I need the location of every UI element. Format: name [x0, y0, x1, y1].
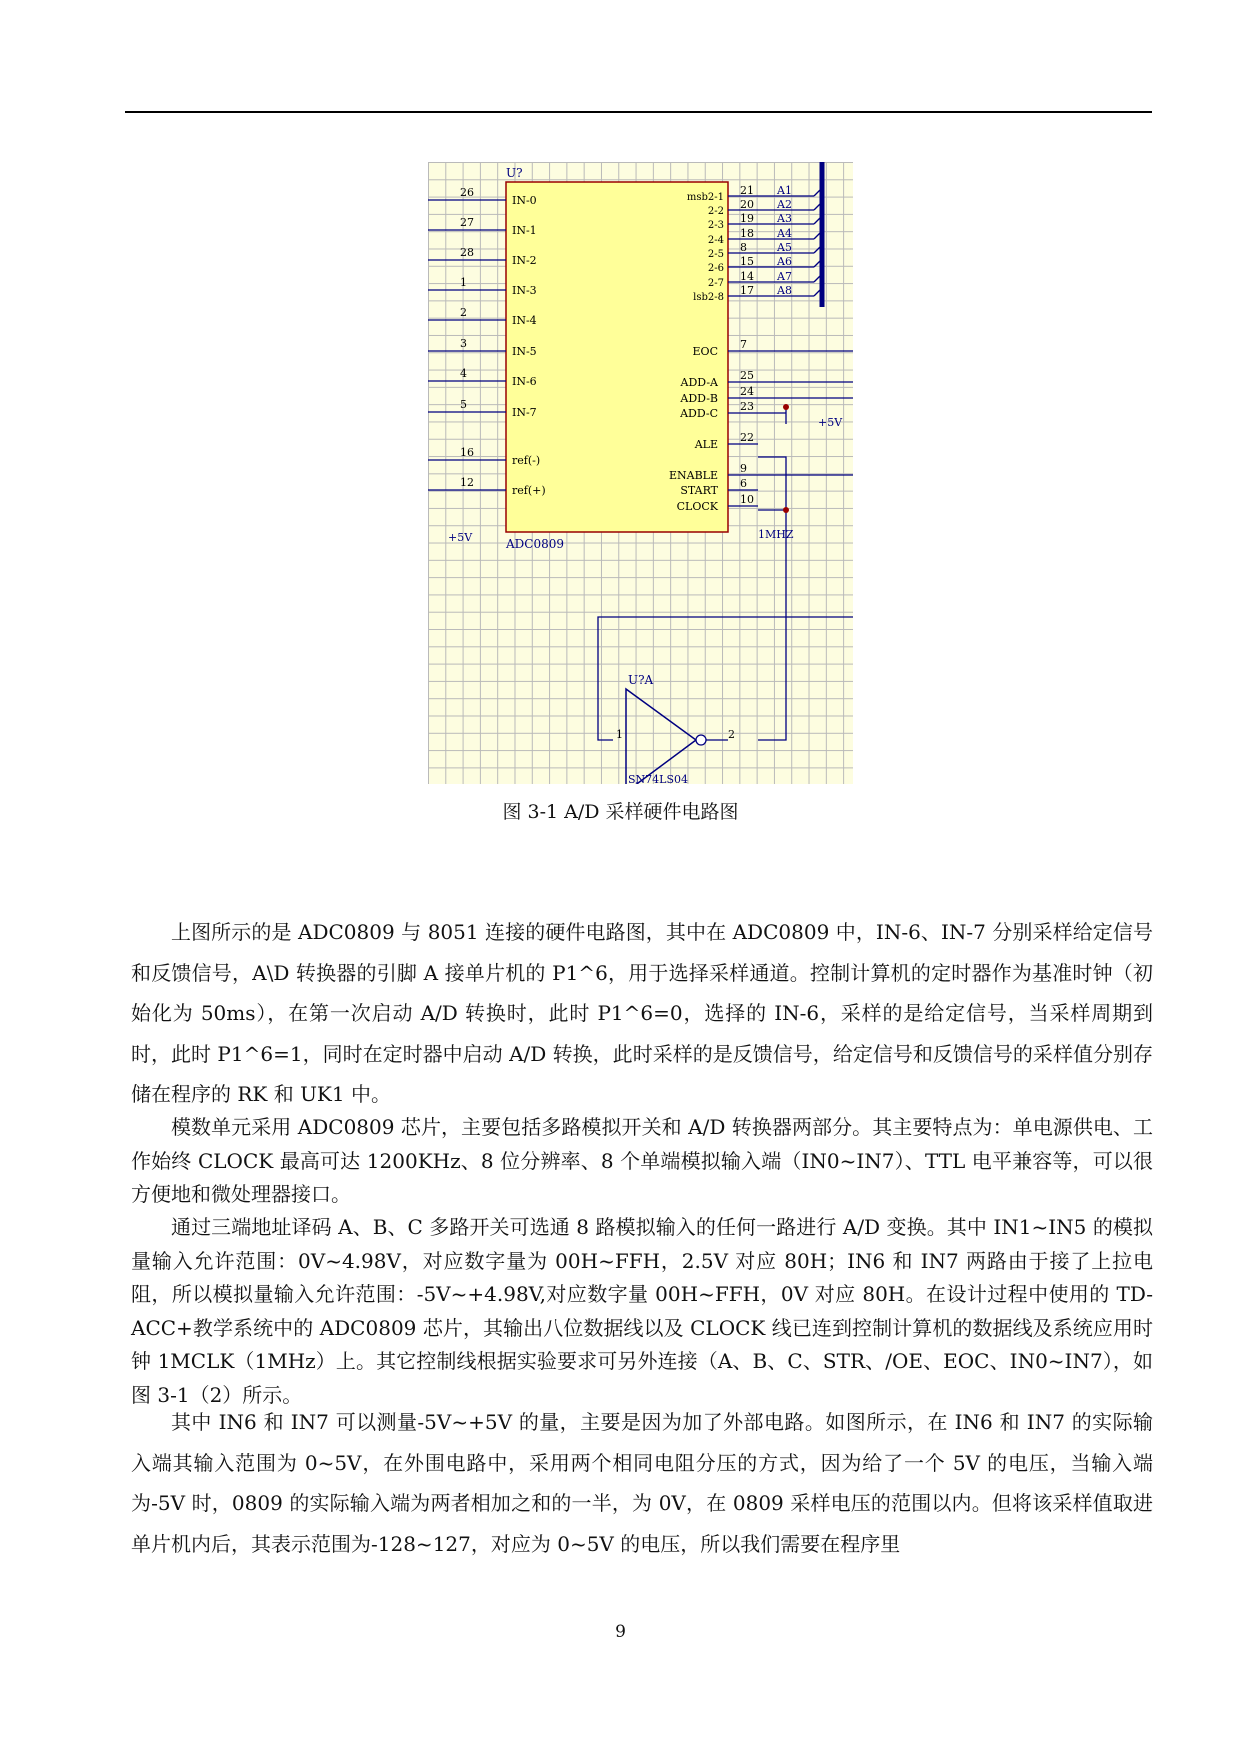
net-label: A3 — [777, 212, 792, 225]
pin-label: IN-6 — [512, 375, 537, 388]
pin-number: 15 — [740, 255, 754, 268]
pin-label: ADD-C — [680, 407, 718, 420]
paragraph-1: 上图所示的是 ADC0809 与 8051 连接的硬件电路图，其中在 ADC0809 中，IN-6、IN-7 分别采样给定信号和反馈信号，A\D 转换器的引脚 A 接单片机的 P1^6，用于选择采样通道。控制计算机的定时器作为基准时钟（初始化为 50ms），在第一次启动 A/D 转换时，此时 P1^6=0，选择的 IN-6，采样的是给定信号，当采样周期到时，此时 P1^6=1，同时在定时器中启动 A/D 转换，此时采样的是反馈信号，给定信号和反馈信号的采样值分别存储在程序的 RK 和 UK1 中。 — [131, 920, 1153, 1106]
pin-label: IN-7 — [512, 406, 537, 419]
pin-label: msb2-1 — [686, 192, 724, 203]
pin-label: 2-7 — [707, 278, 724, 289]
junction-dot — [783, 404, 789, 410]
pin-label: 2-6 — [707, 263, 724, 274]
pin-label: ADD-B — [680, 392, 718, 405]
pin-number: 9 — [740, 462, 747, 475]
paragraph-3: 通过三端地址译码 A、B、C 多路开关可选通 8 路模拟输入的任何一路进行 A/D 变换。其中 IN1~IN5 的模拟量输入允许范围：0V~4.98V，对应数字量为 00H~FFH，2.5V 对应 80H；IN6 和 IN7 两路由于接了上拉电阻，所以模拟量输入允许范围：-5V~+4.98V,对应数字量 00H~FFH，0V 对应 80H。在设计过程中使用的 TD-ACC+教学系统中的 ADC0809 芯片，其输出八位数据线以及 CLOCK 线已连到控制计算机的数据线及系统应用时钟 1MCLK（1MHz）上。其它控制线根据实验要求可另外连接（A、B、C、STR、/OE、EOC、IN0~IN7），如图 3-1（2）所示。 — [131, 1215, 1153, 1407]
inverter-symbol — [626, 689, 696, 784]
pin-number: 21 — [740, 184, 754, 197]
chip-ref: U? — [506, 166, 523, 180]
right-vplus-label: +5V — [818, 416, 843, 429]
pin-label: IN-4 — [512, 314, 537, 327]
pin-label: ref(+) — [512, 484, 546, 497]
pin-label: IN-1 — [512, 224, 537, 237]
pin-label: 2-4 — [707, 235, 724, 246]
pin-number: 16 — [460, 446, 474, 459]
net-label: A2 — [777, 198, 792, 211]
pin-number: 7 — [740, 338, 747, 351]
inverter-bubble — [696, 735, 706, 745]
pin-number: 22 — [740, 431, 754, 444]
pin-label: lsb2-8 — [693, 292, 724, 303]
pin-label: ref(-) — [512, 454, 541, 467]
inverter-ref: U?A — [628, 673, 654, 687]
pin-number: 19 — [740, 212, 754, 225]
pin-number: 20 — [740, 198, 754, 211]
pin-label: 2-3 — [707, 220, 724, 231]
pin-number: 17 — [740, 284, 754, 297]
pin-label: ADD-A — [680, 376, 718, 389]
pin-label: 2-2 — [707, 206, 724, 217]
clock-net-label: 1MHZ — [758, 528, 794, 541]
pin-number: 24 — [740, 385, 754, 398]
net-label: A5 — [777, 241, 792, 254]
pin-label: 2-5 — [707, 249, 724, 260]
paragraph-2: 模数单元采用 ADC0809 芯片，主要包括多路模拟开关和 A/D 转换器两部分。其主要特点为：单电源供电、工作始终 CLOCK 最高可达 1200KHz、8 位分辨率、8 个单端模拟输入端（IN0~IN7）、TTL 电平兼容等，可以很方便地和微处理器接口。 — [131, 1115, 1153, 1206]
inverter-pin-out: 2 — [728, 728, 735, 741]
pin-label: ALE — [694, 438, 718, 451]
figure-caption: 图 3-1 A/D 采样硬件电路图 — [502, 801, 739, 823]
pin-number: 23 — [740, 400, 754, 413]
net-label: A6 — [777, 255, 792, 268]
pin-number: 14 — [740, 270, 754, 283]
page-number: 9 — [615, 1622, 626, 1642]
pin-number: 12 — [460, 476, 474, 489]
inverter-part: SN74LS04 — [628, 773, 688, 784]
pin-label: EOC — [692, 345, 718, 358]
header-rule — [125, 111, 1152, 113]
pin-number: 6 — [740, 477, 747, 490]
pin-label: IN-2 — [512, 254, 537, 267]
adc0809-schematic — [428, 162, 853, 784]
pin-label: ENABLE — [668, 469, 718, 482]
pin-number: 26 — [460, 186, 474, 199]
pin-number: 10 — [740, 493, 754, 506]
pin-label: START — [680, 484, 718, 497]
circuit-figure — [428, 162, 853, 784]
pin-label: CLOCK — [676, 500, 718, 513]
pin-number: 18 — [740, 227, 754, 240]
net-label: A8 — [777, 284, 792, 297]
feedback-wire — [758, 457, 786, 740]
inverter-pin-in: 1 — [616, 728, 623, 741]
pin-number: 28 — [460, 246, 474, 259]
chip-name: ADC0809 — [506, 537, 565, 551]
net-label: A1 — [777, 184, 792, 197]
pin-number: 5 — [460, 398, 467, 411]
pin-number: 4 — [460, 367, 467, 380]
pin-number: 2 — [460, 306, 467, 319]
pin-label: IN-0 — [512, 194, 537, 207]
junction-dot — [783, 507, 789, 513]
pin-number: 8 — [740, 241, 747, 254]
pin-number: 1 — [460, 276, 467, 289]
pin-number: 25 — [740, 369, 754, 382]
net-label: A4 — [777, 227, 792, 240]
paragraph-4: 其中 IN6 和 IN7 可以测量-5V~+5V 的量，主要是因为加了外部电路。如图所示，在 IN6 和 IN7 的实际输入端其输入范围为 0~5V，在外围电路中，采用两个相同电阻分压的方式，因为给了一个 5V 的电压，当输入端为-5V 时，0809 的实际输入端为两者相加之和的一半，为 0V，在 0809 采样电压的范围以内。但将该采样值取进单片机内后，其表示范围为-128~127，对应为 0~5V 的电压，所以我们需要在程序里 — [131, 1410, 1153, 1556]
pin-label: IN-3 — [512, 284, 537, 297]
pin-label: IN-5 — [512, 345, 537, 358]
pin-number: 3 — [460, 337, 467, 350]
net-label: A7 — [777, 270, 792, 283]
left-vplus-label: +5V — [448, 531, 473, 544]
pin-number: 27 — [460, 216, 474, 229]
